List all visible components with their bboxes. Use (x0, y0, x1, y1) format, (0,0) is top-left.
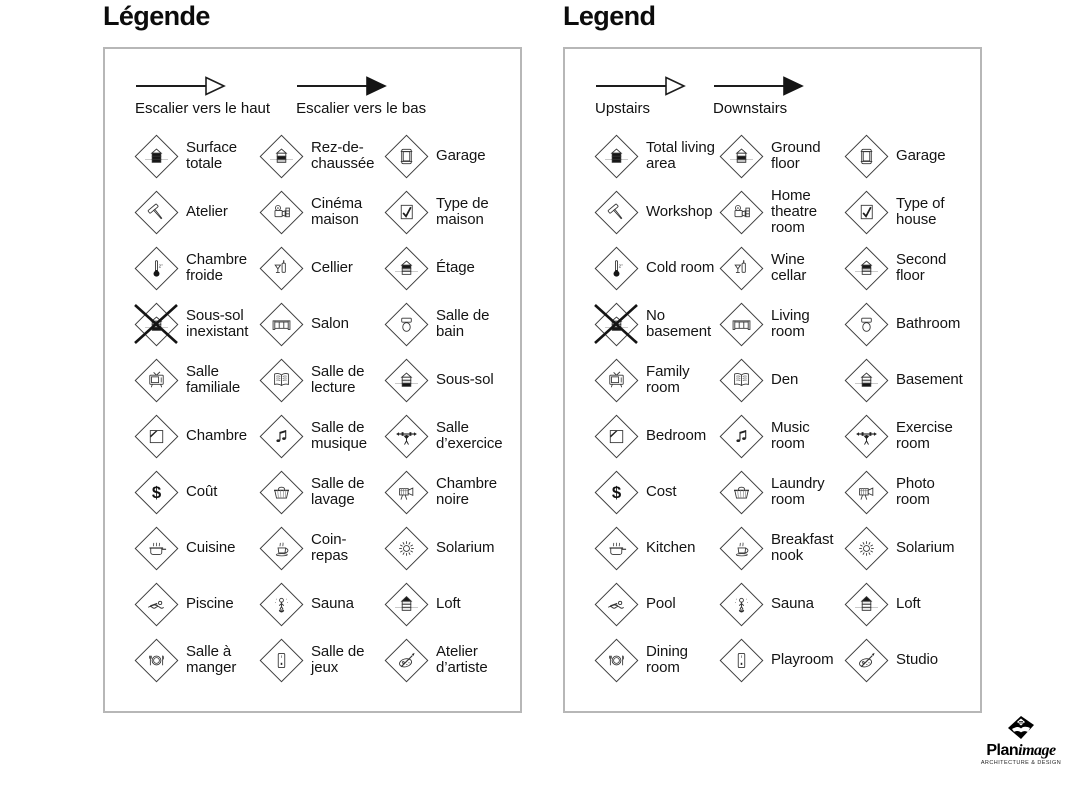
legend-item-label: Loft (436, 595, 461, 612)
sauna-icon (258, 581, 304, 627)
workshop-icon (133, 189, 179, 235)
stairs-down-label: Downstairs (713, 100, 788, 117)
total-area-icon (593, 133, 639, 179)
stairs-down-arrow-icon (713, 75, 805, 97)
legend-item-garage (383, 128, 508, 184)
ground-floor-icon (718, 133, 764, 179)
cold-room-icon (133, 245, 179, 291)
legend-item-label: Type de maison (436, 195, 489, 228)
stairs-up-label: Upstairs (595, 100, 651, 117)
legend-item-label: Atelier (186, 203, 228, 220)
legend-item-playroom (718, 632, 843, 688)
living-room-icon (718, 301, 764, 347)
legend-item-label: Sous-sol (436, 371, 494, 388)
legend-item-cold-room (133, 240, 258, 296)
legend-item-label: Piscine (186, 595, 234, 612)
stairs-up-arrow-icon (595, 75, 687, 97)
pool-icon (593, 581, 639, 627)
bathroom-icon (383, 301, 429, 347)
legend-item-label: Sous-sol inexistant (186, 307, 249, 340)
legend-item-label: Cuisine (186, 539, 236, 556)
legend-item-bathroom (383, 296, 508, 352)
legend-item-total-area (593, 128, 718, 184)
laundry-room-icon (258, 469, 304, 515)
legend-item-label: Dining room (646, 643, 688, 676)
legend-item-label: Breakfast nook (771, 531, 834, 564)
legend-item-photo-room (843, 464, 968, 520)
legend-item-label: Coin-repas (311, 531, 349, 564)
legend-item-label: Solarium (436, 539, 495, 556)
workshop-icon (593, 189, 639, 235)
den-icon (718, 357, 764, 403)
legend-item-second-floor (383, 240, 508, 296)
legend-item-cost (133, 464, 258, 520)
legend-item-label: Pool (646, 595, 676, 612)
solarium-icon (383, 525, 429, 571)
legend-panel-fr (103, 47, 522, 713)
legend-item-label: Chambre (186, 427, 247, 444)
legend-item-dining-room (593, 632, 718, 688)
legend-item-label: Total living area (646, 139, 715, 172)
legend-item-label: Étage (436, 259, 475, 276)
legend-item-label: Family room (646, 363, 690, 396)
wine-cellar-icon (258, 245, 304, 291)
legend-item-music-room (718, 408, 843, 464)
legend-item-cold-room (593, 240, 718, 296)
legend-item-label: Coût (186, 483, 218, 500)
second-floor-icon (843, 245, 889, 291)
legend-item-label: Cellier (311, 259, 353, 276)
total-area-icon (133, 133, 179, 179)
laundry-room-icon (718, 469, 764, 515)
bathroom-icon (843, 301, 889, 347)
legend-item-label: Bedroom (646, 427, 707, 444)
legend-item-label: Salle de lavage (311, 475, 365, 508)
cost-icon (133, 469, 179, 515)
second-floor-icon (383, 245, 429, 291)
legend-item-solarium (843, 520, 968, 576)
legend-item-label: Photo room (896, 475, 935, 508)
legend-item-bedroom (593, 408, 718, 464)
planimage-wordmark: Planimage (986, 742, 1056, 759)
legend-item-label: Salle à manger (186, 643, 237, 676)
legend-item-kitchen (593, 520, 718, 576)
music-room-icon (258, 413, 304, 459)
stairs-up-legend (135, 75, 270, 117)
legend-item-label: Garage (896, 147, 946, 164)
kitchen-icon (593, 525, 639, 571)
photo-room-icon (843, 469, 889, 515)
legend-item-label: Cinéma maison (311, 195, 363, 228)
legend-item-family-room (593, 352, 718, 408)
legend-item-label: Loft (896, 595, 921, 612)
legend-title-en: Legend (563, 1, 656, 31)
studio-icon (383, 637, 429, 683)
planimage-mark-icon (1004, 716, 1038, 743)
legend-item-label: Salle de jeux (311, 643, 365, 676)
legend-item-label: Exercise room (896, 419, 953, 452)
stairs-down-legend (713, 75, 805, 117)
solarium-icon (843, 525, 889, 571)
dining-room-icon (133, 637, 179, 683)
dining-room-icon (593, 637, 639, 683)
legend-item-basement (843, 352, 968, 408)
playroom-icon (258, 637, 304, 683)
basement-icon (383, 357, 429, 403)
legend-item-label: Basement (896, 371, 963, 388)
legend-item-sauna (258, 576, 383, 632)
legend-item-label: Den (771, 371, 799, 388)
legend-item-label: Living room (771, 307, 810, 340)
legend-item-music-room (258, 408, 383, 464)
stairs-down-label: Escalier vers le bas (296, 100, 427, 117)
legend-item-photo-room (383, 464, 508, 520)
legend-item-den (718, 352, 843, 408)
legend-item-solarium (383, 520, 508, 576)
legend-item-breakfast-nook (718, 520, 843, 576)
type-of-house-icon (383, 189, 429, 235)
family-room-icon (133, 357, 179, 403)
legend-item-label: Laundry room (771, 475, 825, 508)
legend-item-workshop (133, 184, 258, 240)
legend-item-wine-cellar (718, 240, 843, 296)
legend-item-label: Ground floor (771, 139, 821, 172)
den-icon (258, 357, 304, 403)
breakfast-nook-icon (718, 525, 764, 571)
studio-icon (843, 637, 889, 683)
legend-item-laundry-room (258, 464, 383, 520)
legend-item-label: Home theatre room (771, 187, 817, 236)
legend-item-bedroom (133, 408, 258, 464)
legend-item-ground-floor (258, 128, 383, 184)
cost-icon (593, 469, 639, 515)
legend-item-label: Music room (771, 419, 810, 452)
legend-item-label: Rez-de-chaussée (311, 139, 375, 172)
legend-item-label: Type of house (896, 195, 945, 228)
family-room-icon (593, 357, 639, 403)
exercise-room-icon (383, 413, 429, 459)
legend-item-label: Bathroom (896, 315, 961, 332)
living-room-icon (258, 301, 304, 347)
legend-item-type-of-house (843, 184, 968, 240)
legend-item-label: Salle familiale (186, 363, 241, 396)
legend-item-basement (383, 352, 508, 408)
legend-item-family-room (133, 352, 258, 408)
stair-arrows (595, 75, 805, 117)
legend-item-type-of-house (383, 184, 508, 240)
legend-item-home-theatre (258, 184, 383, 240)
legend-item-den (258, 352, 383, 408)
legend-item-sauna (718, 576, 843, 632)
legend-item-breakfast-nook (258, 520, 383, 576)
legend-item-playroom (258, 632, 383, 688)
legend-item-label: Surface totale (186, 139, 237, 172)
stairs-up-arrow-icon (135, 75, 227, 97)
legend-title-fr: Légende (103, 1, 210, 31)
legend-item-loft (383, 576, 508, 632)
wine-cellar-icon (718, 245, 764, 291)
garage-icon (843, 133, 889, 179)
home-theatre-icon (258, 189, 304, 235)
legend-item-studio (843, 632, 968, 688)
stairs-down-legend (296, 75, 426, 117)
legend-item-pool (133, 576, 258, 632)
legend-item-exercise-room (383, 408, 508, 464)
legend-item-workshop (593, 184, 718, 240)
legend-item-label: Chambre noire (436, 475, 497, 508)
legend-item-label: Sauna (311, 595, 354, 612)
legend-item-living-room (718, 296, 843, 352)
legend-item-label: Salle d’exercice (436, 419, 503, 452)
planimage-tagline: ARCHITECTURE & DESIGN (980, 760, 1062, 766)
stairs-down-arrow-icon (296, 75, 388, 97)
legend-item-label: Studio (896, 651, 938, 668)
legend-grid-en (593, 128, 968, 688)
type-of-house-icon (843, 189, 889, 235)
legend-panel-en (563, 47, 982, 713)
planimage-logo (972, 716, 1070, 766)
legend-item-label: Cold room (646, 259, 715, 276)
legend-item-label: Chambre froide (186, 251, 247, 284)
bedroom-icon (133, 413, 179, 459)
legend-item-ground-floor (718, 128, 843, 184)
legend-item-no-basement (133, 296, 258, 352)
legend-item-no-basement (593, 296, 718, 352)
legend-item-label: Atelier d’artiste (436, 643, 488, 676)
legend-item-dining-room (133, 632, 258, 688)
legend-item-cost (593, 464, 718, 520)
stairs-up-label: Escalier vers le haut (135, 100, 271, 117)
legend-item-exercise-room (843, 408, 968, 464)
stair-arrows (135, 75, 426, 117)
legend-item-kitchen (133, 520, 258, 576)
cross-out-icon (133, 301, 179, 347)
kitchen-icon (133, 525, 179, 571)
legend-item-label: Solarium (896, 539, 955, 556)
legend-item-loft (843, 576, 968, 632)
no-basement-icon (593, 301, 639, 347)
legend-item-label: No basement (646, 307, 712, 340)
loft-icon (843, 581, 889, 627)
bedroom-icon (593, 413, 639, 459)
basement-icon (843, 357, 889, 403)
legend-item-bathroom (843, 296, 968, 352)
legend-item-label: Garage (436, 147, 486, 164)
legend-item-label: Kitchen (646, 539, 696, 556)
playroom-icon (718, 637, 764, 683)
legend-item-label: Salon (311, 315, 349, 332)
legend-item-laundry-room (718, 464, 843, 520)
legend-grid-fr (133, 128, 508, 688)
music-room-icon (718, 413, 764, 459)
ground-floor-icon (258, 133, 304, 179)
legend-item-home-theatre (718, 184, 843, 240)
no-basement-icon (133, 301, 179, 347)
legend-item-label: Salle de lecture (311, 363, 365, 396)
exercise-room-icon (843, 413, 889, 459)
legend-item-living-room (258, 296, 383, 352)
cold-room-icon (593, 245, 639, 291)
legend-item-label: Sauna (771, 595, 814, 612)
legend-item-studio (383, 632, 508, 688)
garage-icon (383, 133, 429, 179)
legend-item-label: Playroom (771, 651, 834, 668)
breakfast-nook-icon (258, 525, 304, 571)
photo-room-icon (383, 469, 429, 515)
legend-item-label: Workshop (646, 203, 713, 220)
stairs-up-legend (595, 75, 687, 117)
home-theatre-icon (718, 189, 764, 235)
cross-out-icon (593, 301, 639, 347)
loft-icon (383, 581, 429, 627)
legend-item-label: Second floor (896, 251, 947, 284)
legend-item-total-area (133, 128, 258, 184)
pool-icon (133, 581, 179, 627)
legend-item-garage (843, 128, 968, 184)
legend-item-label: Wine cellar (771, 251, 807, 284)
legend-item-second-floor (843, 240, 968, 296)
legend-item-wine-cellar (258, 240, 383, 296)
legend-item-label: Salle de musique (311, 419, 367, 452)
sauna-icon (718, 581, 764, 627)
legend-item-label: Salle de bain (436, 307, 490, 340)
legend-item-label: Cost (646, 483, 677, 500)
legend-item-pool (593, 576, 718, 632)
